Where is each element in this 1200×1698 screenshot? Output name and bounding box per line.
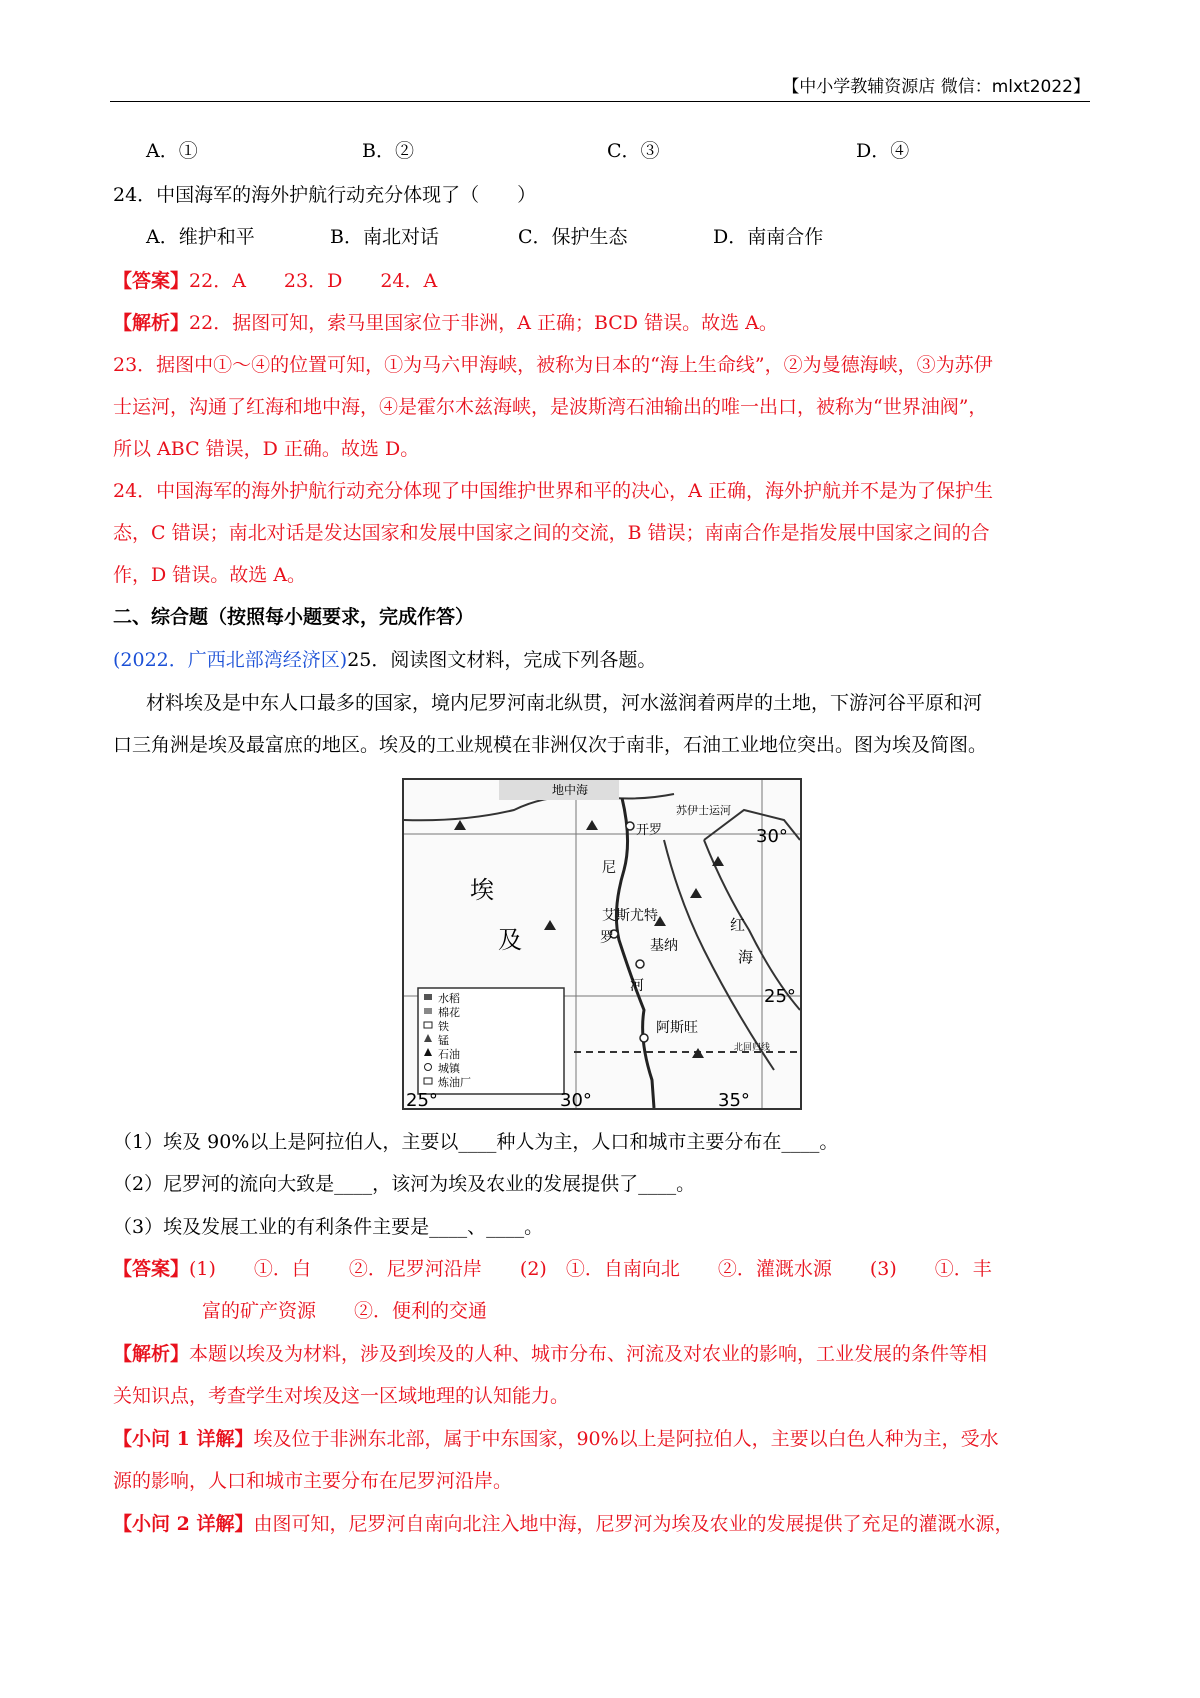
- q25-source: (2022．广西北部湾经济区): [113, 649, 348, 671]
- map-label-lat30: 30°: [756, 826, 788, 847]
- map-label-mediterranean: 地中海: [552, 783, 589, 797]
- q23-option-c: C．③: [607, 140, 660, 162]
- analysis-line: 23．据图中①～④的位置可知，①为马六甲海峡，被称为日本的“海上生命线”，②为曼德海峡，③为苏伊: [113, 354, 993, 376]
- city-marker: [626, 822, 634, 830]
- analysis-line: 关知识点，考查学生对埃及这一区域地理的认知能力。: [113, 1385, 570, 1407]
- oil-symbol: [454, 820, 466, 830]
- q25-material-line: 材料埃及是中东人口最多的国家，境内尼罗河南北纵贯，河水滋润着两岸的土地，下游河谷平原和河: [146, 692, 983, 714]
- oil-symbol: [544, 920, 556, 930]
- detail-block-2: [113, 1509, 1013, 1536]
- detail-tag: 【小问 1 详解】: [113, 1428, 254, 1450]
- q25-sub3: （3）埃及发展工业的有利条件主要是____、____。: [113, 1216, 544, 1238]
- answer-tag: 【答案】: [113, 1258, 190, 1280]
- map-label-lon25: 25°: [406, 1090, 438, 1108]
- answer-tag: 【答案】: [113, 270, 190, 292]
- analysis-line: 22．据图可知，索马里国家位于非洲，A 正确；BCD 错误。故选 A。: [189, 312, 778, 334]
- legend-symbol: [424, 994, 432, 1000]
- map-label-red-sea: 红: [730, 916, 746, 934]
- detail-tag: 【小问 2 详解】: [113, 1513, 254, 1535]
- map-label-red-sea: 海: [738, 948, 754, 966]
- map-label-suez: 苏伊士运河: [676, 804, 731, 817]
- analysis-line: 24．中国海军的海外护航行动充分体现了中国维护世界和平的决心，A 正确，海外护航并不是为了保护生: [113, 480, 993, 502]
- detail-line: 由图可知，尼罗河自南向北注入地中海，尼罗河为埃及农业的发展提供了充足的灌溉水源，: [253, 1513, 1014, 1535]
- legend-item: 锰: [438, 1034, 449, 1047]
- map-label-nile: 河: [630, 978, 644, 994]
- q24-option-b: B．南北对话: [330, 226, 439, 248]
- map-label-qena: 基纳: [650, 938, 678, 954]
- q23-option-d: D．④: [856, 140, 910, 162]
- q25-sub2: （2）尼罗河的流向大致是____，该河为埃及农业的发展提供了____。: [113, 1173, 696, 1195]
- analysis-block-2: [113, 1339, 987, 1366]
- q24-stem: 24．中国海军的海外护航行动充分体现了（ ）: [113, 184, 537, 206]
- oil-symbol: [692, 1048, 704, 1058]
- map-label-lon35: 35°: [718, 1090, 750, 1108]
- header-rule: [110, 101, 1090, 102]
- answer-line: (1) ①．白 ②．尼罗河沿岸 (2) ①．自南向北 ②．灌溉水源 (3) ①．丰: [189, 1258, 992, 1280]
- answer-block-1: [113, 266, 437, 293]
- map-label-nile: 罗: [600, 930, 614, 946]
- q25-stem: 25．阅读图文材料，完成下列各题。: [347, 649, 657, 671]
- q25-material-line: 口三角洲是埃及最富庶的地区。埃及的工业规模在非洲仅次于南非，石油工业地位突出。图为埃及简图。: [113, 734, 988, 756]
- legend-item: 城镇: [438, 1062, 460, 1075]
- map-label-aswan: 阿斯旺: [656, 1020, 698, 1036]
- map-label-lon30: 30°: [560, 1090, 592, 1108]
- detail-block-1: [113, 1424, 999, 1451]
- section-title: 二、综合题（按照每小题要求，完成作答）: [113, 606, 475, 628]
- legend-item: 水稻: [438, 992, 460, 1005]
- map-label-lat25: 25°: [764, 986, 796, 1007]
- legend-symbol: [424, 1078, 432, 1084]
- oil-symbol: [690, 888, 702, 898]
- legend-item: 棉花: [438, 1006, 460, 1019]
- legend-symbol: [425, 1064, 432, 1071]
- legend-item: 铁: [438, 1020, 449, 1033]
- map-label-asyut: 艾斯尤特: [602, 908, 658, 924]
- analysis-line: 作，D 错误。故选 A。: [113, 564, 307, 586]
- analysis-tag: 【解析】: [113, 1343, 190, 1365]
- q25-header: [113, 645, 656, 672]
- city-marker: [640, 1034, 648, 1042]
- map-label-border: 北回归线: [734, 1043, 771, 1053]
- q23-option-a: A．①: [146, 140, 198, 162]
- q24-option-a: A．维护和平: [146, 226, 255, 248]
- map-label-nile: 尼: [602, 860, 616, 876]
- oil-symbol: [586, 820, 598, 830]
- map-label-country: 及: [498, 926, 522, 954]
- analysis-line: 态，C 错误；南北对话是发达国家和发展中国家之间的交流，B 错误；南南合作是指发展中国家之间的合: [113, 522, 990, 544]
- answer-text: 22．A 23．D 24．A: [189, 270, 438, 292]
- detail-line: 埃及位于非洲东北部，属于中东国家，90%以上是阿拉伯人，主要以白色人种为主，受水: [253, 1428, 999, 1450]
- q24-option-d: D．南南合作: [713, 226, 824, 248]
- answer-line: 富的矿产资源 ②．便利的交通: [202, 1300, 488, 1322]
- analysis-line: 本题以埃及为材料，涉及到埃及的人种、城市分布、河流及对农业的影响，工业发展的条件等相: [189, 1343, 988, 1365]
- detail-line: 源的影响，人口和城市主要分布在尼罗河沿岸。: [113, 1470, 513, 1492]
- q23-option-b: B．②: [362, 140, 414, 162]
- nile-river: [616, 798, 654, 1108]
- analysis-line: 所以 ABC 错误，D 正确。故选 D。: [113, 438, 420, 460]
- legend-item: 石油: [438, 1048, 460, 1061]
- answer-block-2: [113, 1254, 992, 1281]
- city-marker: [636, 960, 644, 968]
- analysis-line: 士运河，沟通了红海和地中海，④是霍尔木兹海峡，是波斯湾石油输出的唯一出口，被称为“世界油阀”，: [113, 396, 988, 418]
- analysis-block-1: [113, 308, 778, 335]
- header-note: 【中小学教辅资源店 微信：mlxt2022】: [782, 77, 1090, 97]
- legend-symbol: [424, 1008, 432, 1014]
- egypt-map: [402, 778, 802, 1110]
- q25-sub1: （1）埃及 90%以上是阿拉伯人，主要以____种人为主，人口和城市主要分布在____。: [113, 1131, 839, 1153]
- map-label-cairo: 开罗: [636, 823, 663, 838]
- legend-item: 炼油厂: [438, 1076, 471, 1089]
- egypt-map-svg: [404, 780, 800, 1108]
- q24-option-c: C．保护生态: [518, 226, 628, 248]
- analysis-tag: 【解析】: [113, 312, 190, 334]
- map-label-country: 埃: [470, 876, 494, 904]
